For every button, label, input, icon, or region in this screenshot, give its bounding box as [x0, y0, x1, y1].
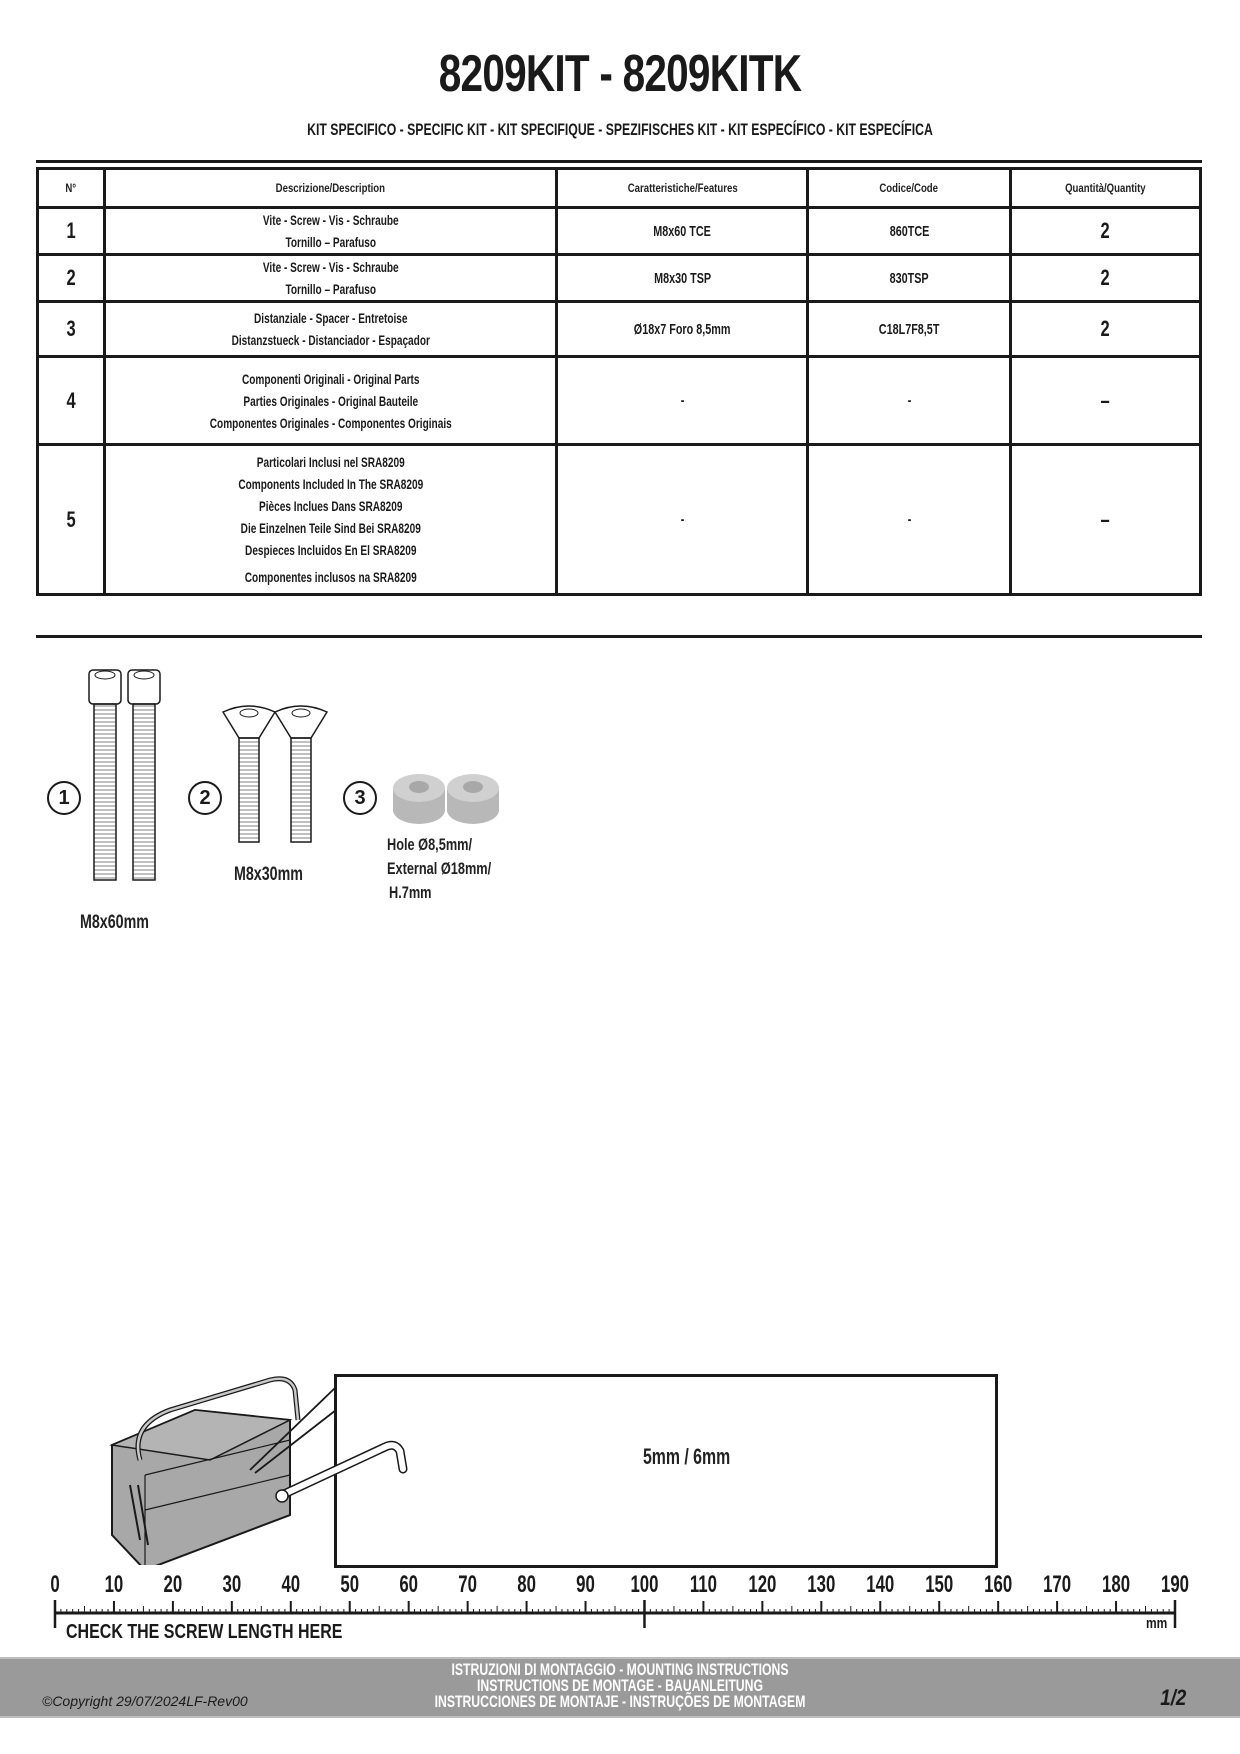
- ruler-tick-label: 0: [50, 1571, 60, 1598]
- ruler-tick-label: 30: [222, 1571, 242, 1598]
- row-features: M8x60 TCE: [557, 208, 808, 255]
- ruler-tick-label: 170: [1043, 1571, 1072, 1598]
- ruler-tick-label: 180: [1102, 1571, 1131, 1598]
- document-title: 8209KIT - 8209KITK: [438, 45, 802, 103]
- row-number: 2: [38, 255, 105, 302]
- ruler-tick-label: 100: [630, 1571, 659, 1598]
- row-features: M8x30 TSP: [557, 255, 808, 302]
- section-divider: [36, 635, 1202, 638]
- row-features: -: [557, 445, 808, 595]
- part-label-spacer-external: External Ø18mm/: [387, 859, 492, 878]
- row-number: 1: [38, 208, 105, 255]
- part-label-screw-m8x30: M8x30mm: [234, 864, 303, 885]
- ruler-tick-label: 40: [281, 1571, 301, 1598]
- row-code: -: [808, 357, 1010, 445]
- part-label-spacer-hole: Hole Ø8,5mm/: [387, 835, 473, 854]
- row-number: 5: [38, 445, 105, 595]
- footer-bar: [0, 1657, 1240, 1718]
- callout-2: 2: [188, 781, 222, 815]
- row-quantity: –: [1010, 445, 1200, 595]
- ruler-tick-label: 140: [866, 1571, 895, 1598]
- ruler-tick-label: 20: [163, 1571, 183, 1598]
- ruler-tick-label: 130: [807, 1571, 836, 1598]
- row-features: Ø18x7 Foro 8,5mm: [557, 302, 808, 357]
- footer-title-line: INSTRUCTIONS DE MONTAGE - BAUANLEITUNG: [476, 1676, 764, 1695]
- ruler-tick-label: 150: [925, 1571, 954, 1598]
- tools-illustration: [100, 1365, 1000, 1565]
- footer-title-line: ISTRUZIONI DI MONTAGGIO - MOUNTING INSTRUCTIONS: [451, 1660, 789, 1679]
- part-label-spacer-height: H.7mm: [389, 883, 432, 902]
- footer-titles: [0, 1662, 1240, 1710]
- callout-3: 3: [343, 781, 377, 815]
- row-code: -: [808, 445, 1010, 595]
- table-row: [38, 255, 1201, 302]
- document-subtitle: KIT SPECIFICO - SPECIFIC KIT - KIT SPECIFIQUE - SPEZIFISCHES KIT - KIT ESPECÍFICO - KIT ESPECÍFICA: [307, 120, 933, 139]
- footer-title-line: INSTRUCCIONES DE MONTAJE - INSTRUÇÕES DE MONTAGEM: [434, 1692, 806, 1711]
- row-quantity: –: [1010, 357, 1200, 445]
- row-code: 860TCE: [808, 208, 1010, 255]
- column-header-code: Codice/Code: [808, 169, 1010, 208]
- row-description: Vite - Screw - Vis - Schraube Tornillo – Parafuso: [104, 208, 557, 255]
- part-label-screw-m8x60: M8x60mm: [80, 912, 149, 933]
- ruler-caption: CHECK THE SCREW LENGTH HERE: [66, 1621, 343, 1643]
- spacer-icon: [393, 774, 499, 824]
- toolbox-icon: [112, 1379, 298, 1565]
- ruler-tick-label: 10: [104, 1571, 124, 1598]
- table-header-row: [38, 169, 1201, 208]
- row-features: -: [557, 357, 808, 445]
- ruler-unit: mm: [1146, 1615, 1168, 1632]
- socket-head-screw-icon: [89, 670, 160, 880]
- top-divider: [36, 160, 1202, 163]
- column-header-quantity: Quantità/Quantity: [1010, 169, 1200, 208]
- allen-key-icon: [276, 1445, 403, 1502]
- row-description: Vite - Screw - Vis - Schraube Tornillo – Parafuso: [104, 255, 557, 302]
- row-description: Particolari Inclusi nel SRA8209 Components Included In The SRA8209 Pièces Inclues Dans SRA8209 Die Einzelnen Teile Sind Bei SRA8209 Despieces Incluidos En El SRA8209 Componentes inclusos na SRA8209: [104, 445, 557, 595]
- page-number: 1/2: [1160, 1685, 1187, 1710]
- ruler-tick-label: 160: [984, 1571, 1013, 1598]
- row-description: Componenti Originali - Original Parts Parties Originales - Original Bauteile Componentes Originales - Componentes Originais: [104, 357, 557, 445]
- ruler-tick-label: 70: [458, 1571, 477, 1598]
- row-quantity: 2: [1010, 208, 1200, 255]
- countersunk-screw-icon: [223, 706, 327, 842]
- row-quantity: 2: [1010, 255, 1200, 302]
- table-row: [38, 445, 1201, 595]
- row-number: 4: [38, 357, 105, 445]
- ruler-tick-label: 120: [748, 1571, 777, 1598]
- ruler-tick-label: 50: [340, 1571, 360, 1598]
- column-header-description: Descrizione/Description: [104, 169, 557, 208]
- copyright-text: ©Copyright 29/07/2024LF-Rev00: [42, 1693, 248, 1709]
- ruler-tick-label: 190: [1160, 1571, 1190, 1598]
- row-description: Distanziale - Spacer - Entretoise Distanzstueck - Distanciador - Espaçador: [104, 302, 557, 357]
- column-header-features: Caratteristiche/Features: [557, 169, 808, 208]
- screw-length-ruler: [40, 1568, 1200, 1628]
- table-row: [38, 302, 1201, 357]
- table-row: [38, 357, 1201, 445]
- row-quantity: 2: [1010, 302, 1200, 357]
- row-code: C18L7F8,5T: [808, 302, 1010, 357]
- callout-1: 1: [47, 781, 81, 815]
- row-code: 830TSP: [808, 255, 1010, 302]
- ruler-tick-label: 60: [399, 1571, 419, 1598]
- column-header-number: N°: [38, 169, 105, 208]
- ruler-tick-label: 80: [517, 1571, 536, 1598]
- allen-key-size-label: 5mm / 6mm: [643, 1444, 731, 1469]
- table-row: [38, 208, 1201, 255]
- ruler-tick-label: 110: [689, 1571, 717, 1598]
- row-number: 3: [38, 302, 105, 357]
- ruler-tick-label: 90: [576, 1571, 595, 1598]
- parts-table: [36, 167, 1202, 596]
